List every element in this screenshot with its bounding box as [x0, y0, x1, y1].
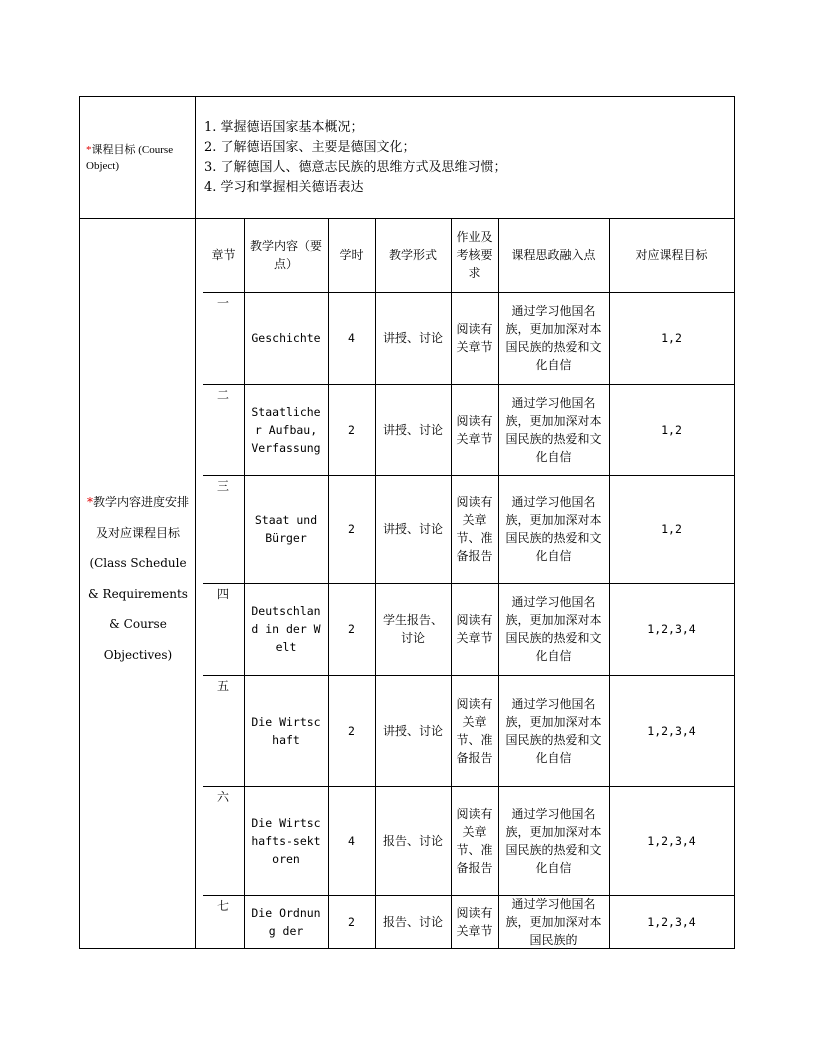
cell-form: 报告、讨论: [382, 833, 443, 848]
cell-homework: 阅读有关章节: [456, 906, 493, 938]
cell-ideology: 通过学习他国名族，更加加深对本国民族的热爱和文化自信: [505, 304, 602, 372]
course-objective-label: *课程目标 (Course Object): [86, 144, 174, 172]
cell-form: 讲授、讨论: [382, 422, 443, 437]
cell-objectives: 1,2: [661, 522, 682, 536]
chapter-number: 七: [217, 899, 230, 913]
chapter-number: 三: [217, 479, 230, 493]
cell-form: 讲授、讨论: [382, 723, 443, 738]
cell-content: Geschichte: [251, 331, 321, 345]
cell-content: Staatlicher Aufbau, Verfassung: [251, 404, 321, 455]
header-ideology: 课程思政融入点: [511, 248, 596, 262]
cell-hours: 4: [348, 331, 355, 345]
header-form: 教学形式: [388, 248, 437, 262]
cell-hours: 2: [348, 915, 355, 929]
chapter-number: 四: [217, 587, 230, 601]
cell-content: Die Wirtschaft: [251, 714, 321, 747]
cell-objectives: 1,2,3,4: [647, 833, 696, 848]
header-chapter: 章节: [211, 248, 236, 262]
cell-homework: 阅读有关章节: [456, 322, 493, 354]
cell-objectives: 1,2,3,4: [647, 915, 696, 929]
cell-ideology: 通过学习他国名族，更加加深对本国民族的热爱和文化自信: [505, 495, 602, 563]
cell-objectives: 1,2,3,4: [647, 622, 696, 636]
schedule-label: *教学内容进度安排及对应课程目标 (Class Schedule & Requirements & Course Objectives): [86, 495, 189, 662]
cell-form: 讲授、讨论: [382, 522, 443, 536]
cell-form: 学生报告、讨论: [382, 613, 443, 645]
chapter-number: 二: [217, 388, 230, 402]
cell-form: 报告、讨论: [382, 915, 443, 929]
cell-homework: 阅读有关章节、准备报告: [456, 696, 493, 765]
cell-content: Staat und Bürger: [254, 513, 318, 545]
course-objectives-list: [204, 118, 724, 198]
cell-hours: 2: [348, 522, 355, 536]
chapter-number: 五: [217, 679, 230, 693]
cell-homework: 阅读有关章节: [456, 413, 493, 446]
chapter-number: 一: [217, 296, 230, 310]
header-hours: 学时: [339, 248, 364, 262]
header-homework: 作业及考核要求: [456, 230, 493, 280]
cell-ideology: 通过学习他国名族，更加加深对本国民族的热爱和文化自信: [505, 806, 602, 875]
objective-item: 2. 了解德语国家、主要是德国文化；: [204, 140, 416, 155]
cell-ideology: 通过学习他国名族，更加加深对本国民族的: [505, 897, 602, 947]
cell-ideology: 通过学习他国名族，更加加深对本国民族的热爱和文化自信: [505, 595, 602, 663]
chapter-number: 六: [217, 790, 230, 804]
cell-objectives: 1,2: [661, 422, 682, 437]
header-objectives: 对应课程目标: [635, 248, 708, 262]
cell-hours: 4: [348, 833, 355, 848]
cell-form: 讲授、讨论: [382, 331, 443, 345]
objective-item: 3. 了解德国人、德意志民族的思维方式及思维习惯；: [204, 160, 507, 175]
label-column-divider: [195, 96, 196, 949]
cell-hours: 2: [348, 723, 355, 738]
cell-content: Die Ordnung der: [251, 906, 321, 938]
objective-item: 4. 学习和掌握相关德语表达: [204, 180, 364, 195]
cell-hours: 2: [348, 622, 355, 636]
cell-objectives: 1,2: [661, 331, 682, 345]
cell-homework: 阅读有关章节、准备报告: [456, 806, 493, 875]
cell-content: Die Wirtschafts-sektoren: [251, 815, 321, 866]
cell-ideology: 通过学习他国名族，更加加深对本国民族的热爱和文化自信: [505, 696, 602, 765]
cell-content: Deutschland in der Welt: [251, 604, 321, 654]
cell-ideology: 通过学习他国名族，更加加深对本国民族的热爱和文化自信: [505, 395, 602, 464]
cell-homework: 阅读有关章节: [456, 613, 493, 645]
cell-objectives: 1,2,3,4: [647, 723, 696, 738]
objective-item: 1. 掌握德语国家基本概况；: [204, 120, 364, 135]
cell-hours: 2: [348, 422, 355, 437]
cell-homework: 阅读有关章节、准备报告: [456, 495, 493, 563]
header-content: 教学内容（要点）: [249, 239, 322, 271]
